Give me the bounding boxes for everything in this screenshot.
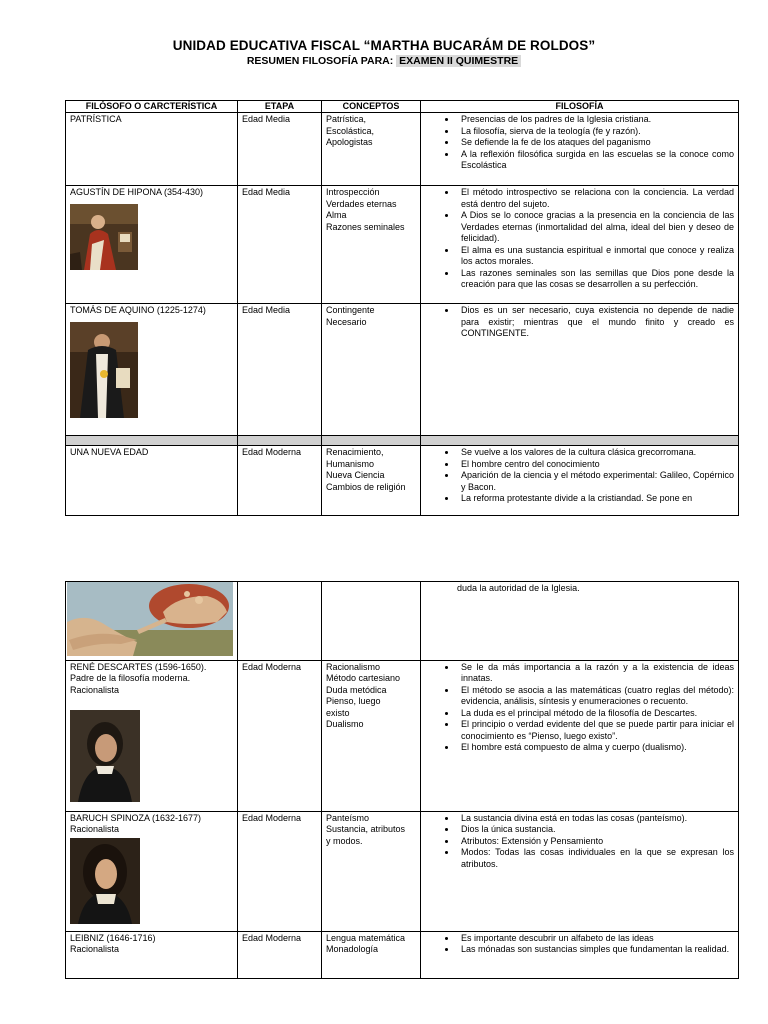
row-name (66, 811, 238, 931)
philosopher-subtitle: Padre de la filosofía moderna. (70, 673, 191, 683)
divider-cell (66, 436, 238, 446)
filosofia-item: • Presencias de los padres de la Iglesia cristiana. (457, 114, 734, 126)
header-etapa: ETAPA (238, 101, 322, 113)
subtitle-prefix: RESUMEN FILOSOFÍA PARA: (246, 55, 397, 67)
divider-cell (421, 436, 739, 446)
filosofia-item: • A la reflexión filosófica surgida en las escuelas se la conoce como Escolástica (457, 149, 734, 172)
concepto: Duda metódica (326, 684, 387, 695)
row-etapa: Edad Media (238, 186, 322, 304)
document-title: UNIDAD EDUCATIVA FISCAL “MARTHA BUCARÁM DE ROLDOS” (172, 38, 596, 53)
row-conceptos (322, 811, 421, 931)
filosofia-item: • El principio o verdad evidente del que se puede partir para iniciar el conocimiento es “Pienso, luego existo”. (457, 719, 734, 742)
row-filosofia (421, 113, 739, 186)
concepto: existo (326, 707, 350, 718)
table-row (66, 186, 739, 304)
philosopher-name: TOMÁS DE AQUINO (1225-1274) (70, 305, 206, 315)
concepto: Contingente (326, 305, 375, 315)
row-filosofia (421, 931, 739, 978)
row-conceptos (322, 446, 421, 516)
filosofia-item: • El hombre está compuesto de alma y cuerpo (dualismo). (457, 742, 734, 754)
table-header-row (66, 101, 739, 113)
concepto: Panteísmo (326, 812, 370, 823)
concepto: Introspección (326, 187, 380, 197)
row-etapa: Edad Moderna (238, 446, 322, 516)
augustine-portrait-image (70, 204, 138, 270)
table-row (66, 660, 739, 811)
filosofia-item: • Se le da más importancia a la razón y a la existencia de ideas innatas. (457, 662, 734, 685)
creation-of-adam-image (67, 582, 233, 656)
philosopher-name: BARUCH SPINOZA (1632-1677) (70, 812, 202, 823)
row-conceptos (322, 931, 421, 978)
header-conceptos: CONCEPTOS (322, 101, 421, 113)
concepto: Cambios de religión (326, 481, 406, 492)
row-name (66, 660, 238, 811)
row-filosofia (421, 304, 739, 436)
row-conceptos (322, 186, 421, 304)
table-row (66, 582, 739, 661)
divider-cell (322, 436, 421, 446)
concepto: Pienso, luego (326, 696, 381, 706)
concepto: Necesario (326, 316, 367, 327)
filosofia-item: • Modos: Todas las cosas individuales en la que se expresan los atributos. (457, 847, 734, 870)
filosofia-item: • La duda es el principal método de la filosofía de Descartes. (457, 708, 734, 720)
filosofia-item: • Es importante descubrir un alfabeto de las ideas (457, 933, 734, 945)
document-subtitle (0, 55, 768, 67)
row-etapa: Edad Moderna (238, 660, 322, 811)
concepto: Racionalismo (326, 661, 381, 672)
row-filosofia (421, 660, 739, 811)
row-etapa: Edad Media (238, 113, 322, 186)
concepto: Dualismo (326, 719, 364, 729)
filosofia-item: • Se vuelve a los valores de la cultura clásica grecorromana. (457, 447, 734, 459)
subtitle-highlight: EXAMEN II QUIMESTRE (396, 55, 521, 67)
row-filosofia (421, 186, 739, 304)
concepto: Renacimiento, (326, 447, 384, 457)
table-row (66, 931, 739, 978)
filosofia-item: • El método introspectivo se relaciona con la conciencia. La verdad está dentro del sujeto. (457, 187, 734, 210)
row-name: PATRÍSTICA (66, 113, 238, 186)
concepto: Apologistas (326, 137, 373, 147)
concepto: Patrística, (326, 114, 367, 124)
divider-row (66, 436, 739, 446)
table-row (66, 113, 739, 186)
concepto: Nueva Ciencia (326, 470, 385, 480)
filosofia-item: • La filosofía, sierva de la teología (fe y razón). (457, 126, 734, 138)
concepto: Sustancia, atributos (326, 824, 406, 834)
filosofia-item: • Las mónadas son sustancias simples que fundamentan la realidad. (457, 944, 734, 956)
spinoza-portrait-image (70, 838, 140, 924)
header-filosofo: FILÓSOFO O CARCTERÍSTICA (66, 101, 238, 113)
descartes-portrait-image (70, 710, 140, 802)
filosofia-item: • Se defiende la fe de los ataques del paganismo (457, 137, 734, 149)
concepto: Humanismo (326, 458, 375, 469)
header-filosofia: FILOSOFÍA (421, 101, 739, 113)
row-conceptos (322, 113, 421, 186)
row-etapa: Edad Moderna (238, 811, 322, 931)
row-name (66, 931, 238, 978)
filosofia-item: • Dios la única sustancia. (457, 824, 734, 836)
row-etapa: Edad Media (238, 304, 322, 436)
filosofia-item: • El hombre centro del conocimiento (457, 459, 734, 471)
philosopher-school: Racionalista (70, 684, 120, 695)
row-filosofia-continuation: duda la autoridad de la Iglesia. (421, 582, 739, 661)
filosofia-item: • El método se asocia a las matemáticas (cuatro reglas del método): evidencia, análisis, síntesis y enumeraciones o recuento. (457, 685, 734, 708)
filosofia-item: • La sustancia divina está en todas las cosas (panteísmo). (457, 813, 734, 825)
concepto: Razones seminales (326, 221, 405, 232)
row-filosofia (421, 811, 739, 931)
filosofia-item: • Dios es un ser necesario, cuya existencia no depende de nadie para existir; mientras que el mundo finito y creado es CONTINGENTE. (457, 305, 734, 340)
filosofia-item: • La reforma protestante divide a la cristiandad. Se pone en (457, 493, 734, 505)
philosopher-school: Racionalista (70, 944, 120, 954)
row-name (66, 304, 238, 436)
row-name (66, 186, 238, 304)
row-etapa: Edad Moderna (238, 931, 322, 978)
row-name: UNA NUEVA EDAD (66, 446, 238, 516)
philosopher-name: LEIBNIZ (1646-1716) (70, 932, 156, 943)
concepto: Lengua matemática (326, 932, 406, 943)
table-row (66, 446, 739, 516)
concepto: Alma (326, 210, 347, 220)
philosopher-name: AGUSTÍN DE HIPONA (354-430) (70, 187, 204, 197)
row-conceptos (322, 582, 421, 661)
table-row (66, 304, 739, 436)
row-etapa (238, 582, 322, 661)
philosophy-table-page2 (65, 581, 739, 979)
philosopher-name: RENÉ DESCARTES (1596-1650). (70, 661, 207, 672)
filosofia-item: • Las razones seminales son las semillas que Dios pone desde la creación para que las cosas se desarrollen a su perfección. (457, 268, 734, 291)
row-conceptos (322, 660, 421, 811)
filosofia-item: • Aparición de la ciencia y el método experimental: Galileo, Copérnico y Bacon. (457, 470, 734, 493)
philosopher-school: Racionalista (70, 824, 120, 834)
philosophy-table-page1 (65, 100, 739, 516)
concepto: y modos. (326, 835, 363, 846)
concepto: Monadología (326, 944, 379, 954)
row-filosofia (421, 446, 739, 516)
divider-cell (238, 436, 322, 446)
filosofia-item: • El alma es una sustancia espiritual e inmortal que conoce y realiza los actos morales. (457, 245, 734, 268)
concepto: Método cartesiano (326, 673, 401, 683)
row-name (66, 582, 238, 661)
row-conceptos (322, 304, 421, 436)
filosofia-item: • Atributos: Extensión y Pensamiento (457, 836, 734, 848)
concepto: Escolástica, (326, 125, 375, 136)
concepto: Verdades eternas (326, 198, 397, 209)
filosofia-item: • A Dios se lo conoce gracias a la presencia en la conciencia de las Verdades eternas (inmortalidad del alma, ideal del bien y deseo de felicidad). (457, 210, 734, 245)
table-row (66, 811, 739, 931)
aquinas-portrait-image (70, 322, 138, 418)
